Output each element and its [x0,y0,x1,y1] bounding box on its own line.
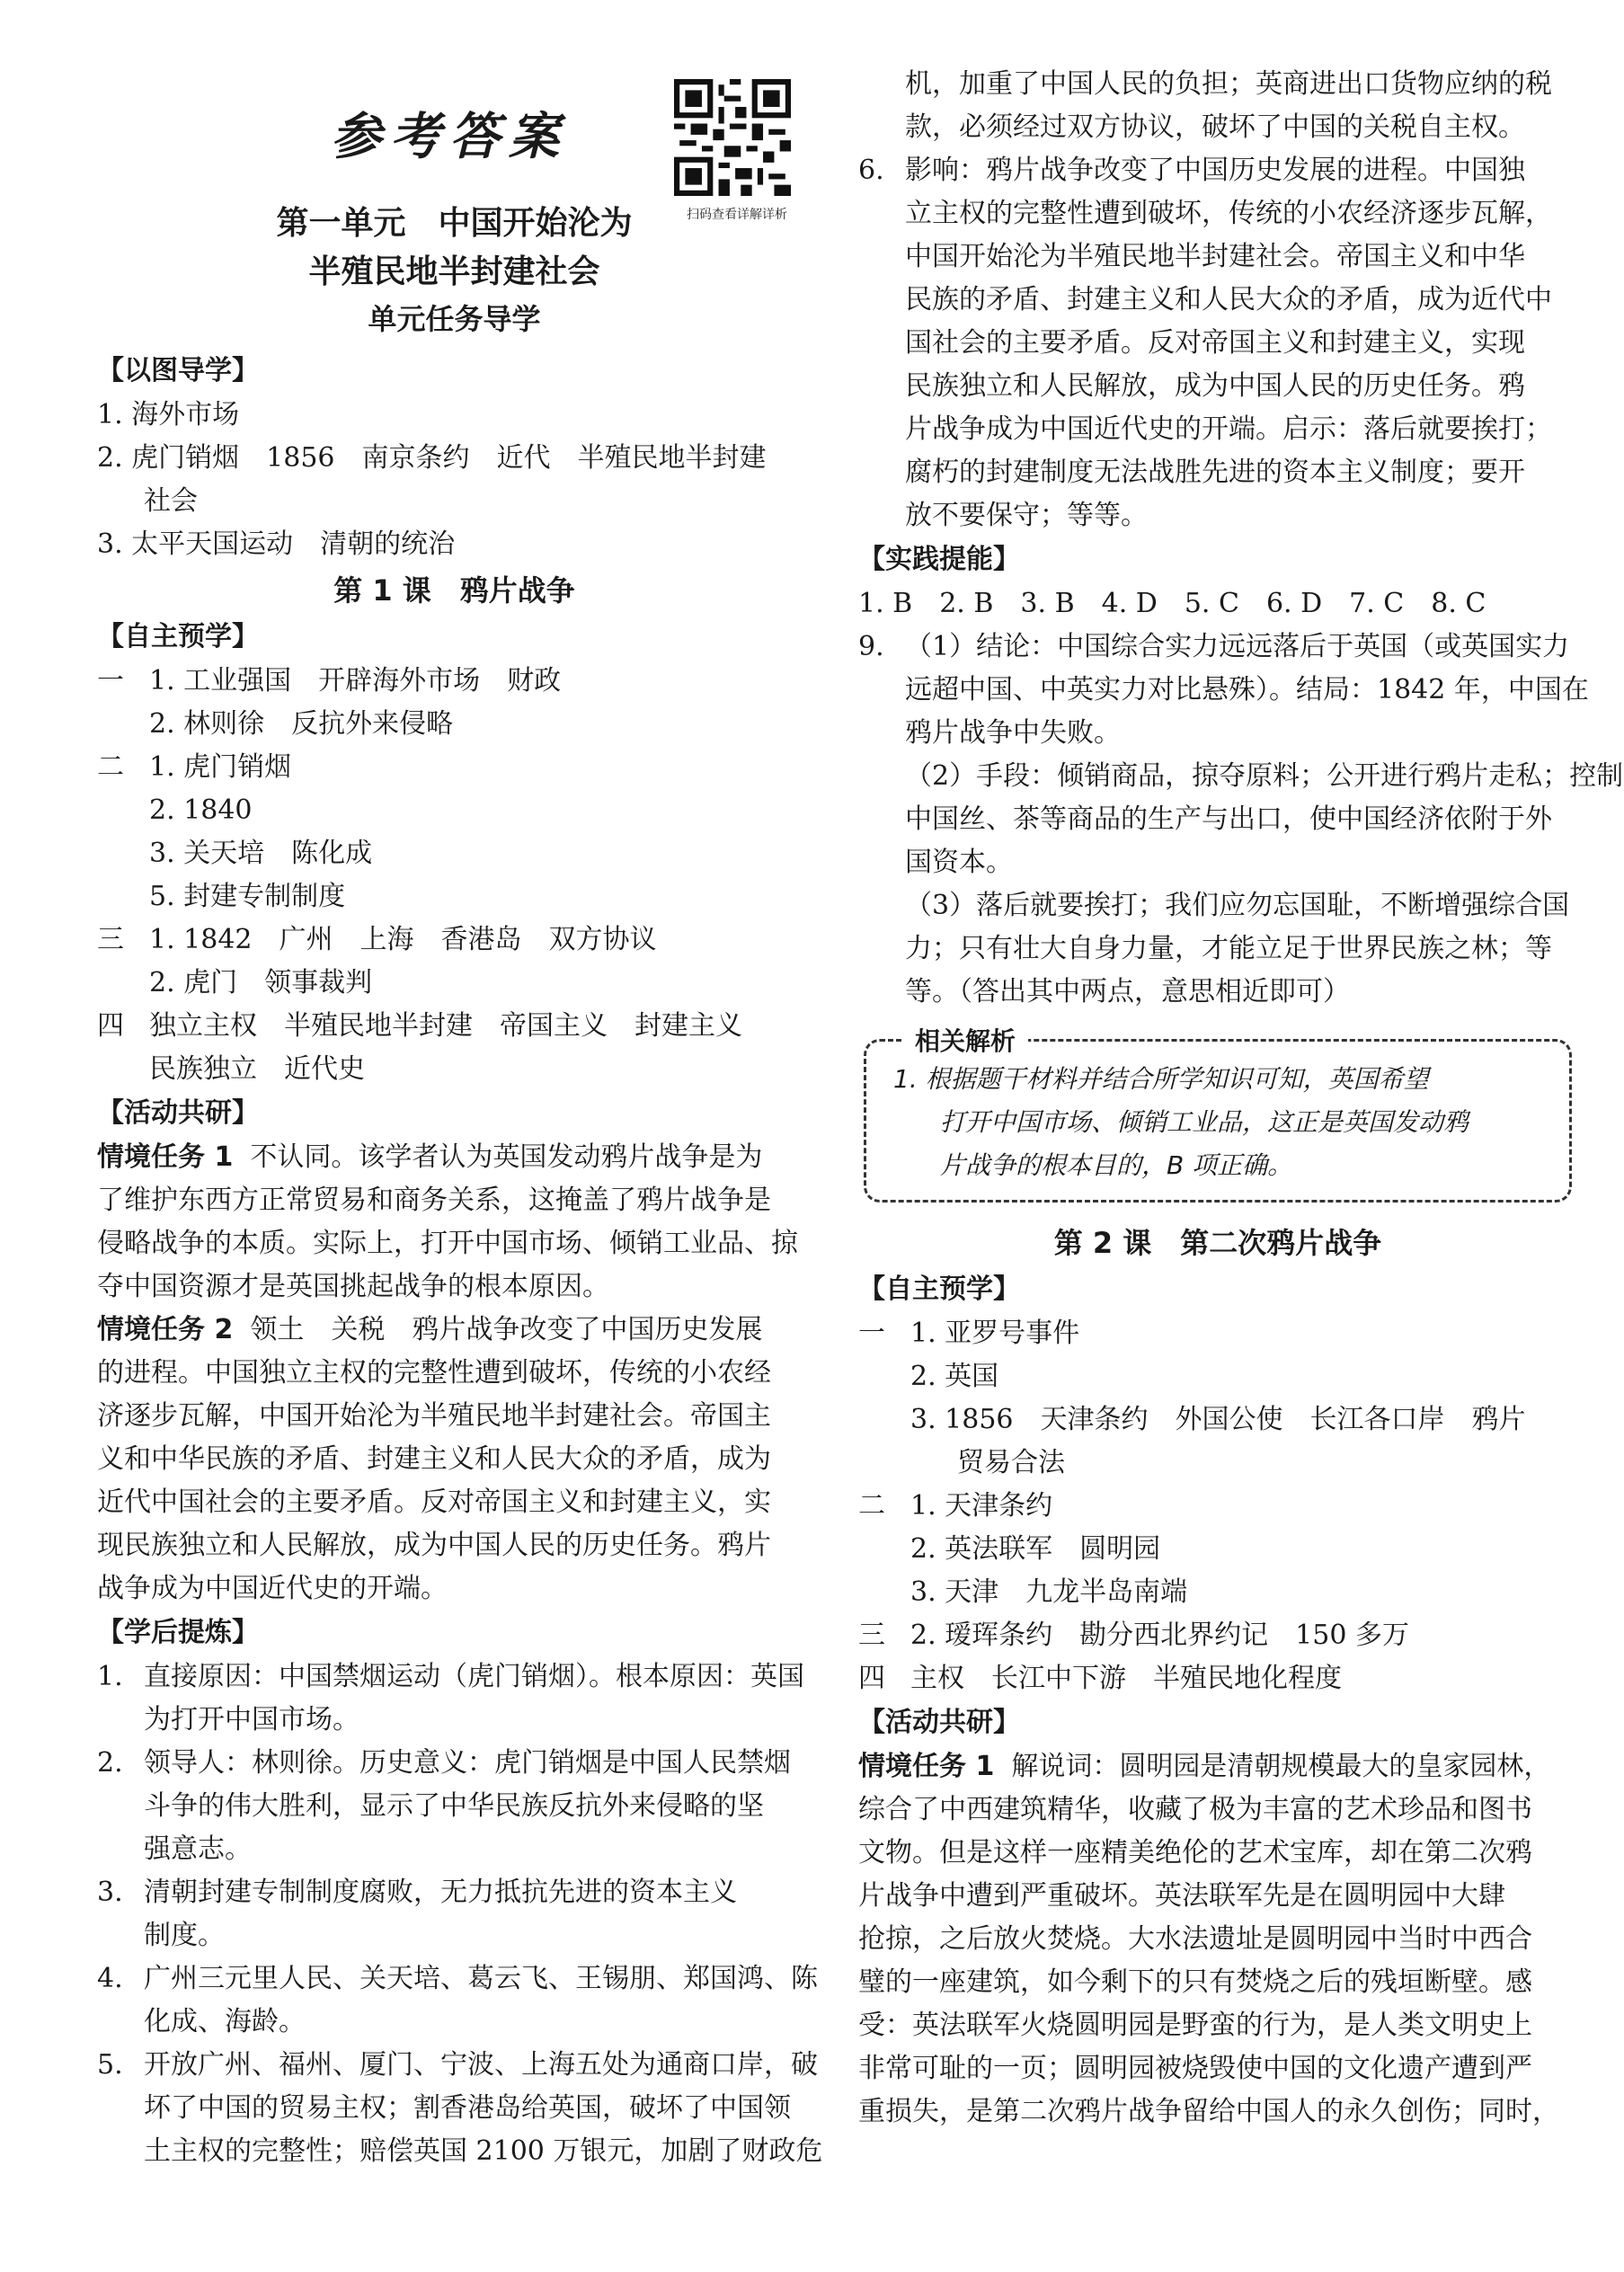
zizhu-text: 2. 虎门 领事裁判 [149,967,373,998]
analysis-line: 打开中国市场、倾销工业品，这正是英国发动鸦 [940,1107,1469,1137]
zizhu-2-text: 3. 1856 天津条约 外国公使 长江各口岸 鸦片 [910,1404,1526,1435]
unit-header [97,200,812,342]
section-header-zizhu-2: 【自主预学】 [858,1274,1020,1305]
xuehou-line [97,1957,818,2001]
xuehou-text: 强意志。 [144,1833,252,1865]
q9-line: （2）手段：倾销商品，掠夺原料；公开进行鸦片走私；控制 [905,760,1624,792]
zizhu-2-text: 贸易合法 [957,1447,1065,1478]
xuehou-text: 土主权的完整性；赔偿英国 2100 万银元，加剧了财政危 [144,2135,823,2167]
zizhu-part-number: 二 [97,751,124,783]
q9-line: 国资本。 [905,847,1013,878]
zizhu-2-part-number: 一 [858,1318,885,1349]
banner-title: 参考答案 [331,108,568,166]
xuehou-line [97,1828,812,1871]
task-1-label: 情境任务 1 [97,1141,234,1173]
zizhu-2-part-number: 二 [858,1490,885,1522]
section-header-huodong: 【活动共研】 [97,1097,259,1129]
xuehou-text: 领导人：林则徐。历史意义：虎门销烟是中国人民禁烟 [144,1747,791,1779]
xuehou-line [97,1655,812,1699]
q9-line: （3）落后就要挨打；我们应勿忘国耻，不断增强综合国 [905,890,1570,921]
xuehou-line [97,1742,812,1785]
zizhu-row [97,875,812,919]
unit-title-line1: 第一单元 中国开始沦为 [276,205,633,242]
item-6-line: 立主权的完整性遭到破坏，传统的小农经济逐步瓦解， [905,198,1552,229]
xuehou-number: 3. [97,1877,123,1908]
zizhu-text: 独立主权 半殖民地半封建 帝国主义 封建主义 [149,1010,742,1042]
zizhu-2-row [858,1528,1577,1571]
xuehou-number: 5. [97,2049,123,2081]
zizhu-row [97,746,812,789]
zizhu-2-row [858,1571,1577,1614]
zizhu-2-text: 1. 亚罗号事件 [910,1318,1080,1349]
zizhu-2-row [858,1614,1577,1657]
item-6-line: 民族独立和人民解放，成为中国人民的历史任务。鸦 [905,370,1525,402]
task-1-line-2: 非常可耻的一页；圆明园被烧毁使中国的文化遗产遭到严 [858,2053,1532,2084]
zizhu-2-row [858,1485,1577,1528]
xuehou-text: 开放广州、福州、厦门、宁波、上海五处为通商口岸，破 [144,2049,818,2081]
item-5-cont: 款，必须经过双方协议，破坏了中国的关税自主权。 [905,111,1525,143]
task-1-line: 夺中国资源才是英国挑起战争的根本原因。 [97,1271,609,1302]
q9-number: 9. [858,631,884,662]
xuehou-list [97,1655,823,2173]
task-1-line-2: 重损失，是第二次鸦片战争留给中国人的永久创伤；同时， [858,2096,1559,2127]
xuehou-item [97,1655,812,1742]
task-1-line: 侵略战争的本质。实际上，打开中国市场、倾销工业品、掠 [97,1228,798,1259]
zizhu-row [97,919,812,962]
xuehou-line [97,1871,812,1914]
xuehou-number: 2. [97,1747,123,1779]
yitu-item-2-cont: 社会 [144,485,198,517]
task-1-line-2: 抢掠，之后放火焚烧。大水法遗址是圆明园中当时中西合 [858,1923,1532,1955]
question-9 [858,626,1624,1014]
zizhu-2-text: 3. 天津 九龙半岛南端 [910,1576,1188,1608]
task-1-line: 了维护东西方正常贸易和商务关系，这掩盖了鸦片战争是 [97,1185,771,1216]
task-1-line-2: 解说词：圆明园是清朝规模最大的皇家园林， [1011,1751,1551,1782]
item-6-line: 腐朽的封建制度无法战胜先进的资本主义制度；要开 [905,457,1525,488]
task-2-line: 战争成为中国近代史的开端。 [97,1573,448,1604]
xuehou-item [97,1871,812,1957]
xuehou-line [97,2130,823,2173]
zizhu-text: 民族独立 近代史 [149,1053,365,1085]
analysis-title: 相关解析 [902,1022,1028,1058]
xuehou-line [97,2087,812,2130]
task-1-line-2: 受：英法联军火烧圆明园是野蛮的行为，是人类文明史上 [858,2010,1532,2041]
xuehou-text: 制度。 [144,1920,225,1951]
section-header-zizhu: 【自主预学】 [97,621,259,652]
xuehou-item [97,1742,812,1871]
zizhu-text: 2. 林则徐 反抗外来侵略 [149,708,454,740]
task-2-line: 济逐步瓦解，中国开始沦为半殖民地半封建社会。帝国主 [97,1400,771,1432]
item-6-number: 6. [858,155,884,186]
zizhu-row [97,660,812,703]
zizhu-2-text: 主权 长江中下游 半殖民地化程度 [910,1663,1342,1694]
q9-line: （1）结论：中国综合实力远远落后于英国（或英国实力 [905,631,1570,662]
zizhu-text: 1. 工业强国 开辟海外市场 财政 [149,665,562,697]
item-5-cont: 机，加重了中国人民的负担；英商进出口货物应纳的税 [905,68,1552,100]
task-1-line-2: 综合了中西建筑精华，收藏了极为丰富的艺术珍品和图书 [858,1794,1532,1825]
unit-subtitle: 单元任务导学 [368,302,541,336]
qr-caption: 扫码查看详解详析 [687,208,787,222]
item-6-line: 放不要保守；等等。 [905,500,1148,531]
item-6-line: 片战争成为中国近代史的开端。启示：落后就要挨打； [905,413,1552,445]
task-1-block-2 [858,1745,1577,2134]
task-2-line: 义和中华民族的矛盾、封建主义和人民大众的矛盾，成为 [97,1443,771,1475]
yitu-item-1: 1. 海外市场 [97,399,240,430]
zizhu-2-part-number: 四 [858,1663,885,1694]
xuehou-text: 清朝封建专制制度腐败，无力抵抗先进的资本主义 [144,1877,737,1908]
zizhu-2-part-number: 三 [858,1620,885,1651]
item-6-line: 中国开始沦为半殖民地半封建社会。帝国主义和中华 [905,241,1525,272]
xuehou-text: 坏了中国的贸易主权；割香港岛给英国，破坏了中国领 [144,2092,791,2124]
xuehou-line [97,1699,812,1742]
zizhu-text: 3. 关天培 陈化成 [149,838,373,869]
xuehou-text: 化成、海龄。 [144,2006,306,2037]
zizhu-2-text: 2. 英国 [910,1361,999,1392]
task-1-line-2: 文物。但是这样一座精美绝伦的艺术宝库，却在第二次鸦 [858,1837,1532,1868]
yitu-item-2: 2. 虎门销烟 1856 南京条约 近代 半殖民地半封建 [97,442,767,474]
zizhu-row [97,832,812,875]
zizhu-row [97,1005,812,1048]
analysis-line: 片战争的根本目的，B 项正确。 [940,1150,1293,1180]
left-column [97,349,823,2173]
zizhu-part-number: 四 [97,1010,124,1042]
xuehou-text: 广州三元里人民、关天培、葛云飞、王锡朋、郑国鸿、陈 [144,1963,818,1994]
zizhu-text: 1. 1842 广州 上海 香港岛 双方协议 [149,924,657,955]
unit-title-line2: 半殖民地半封建社会 [308,253,600,290]
task-2-line: 的进程。中国独立主权的完整性遭到破坏，传统的小农经 [97,1357,771,1389]
task-2-line: 现民族独立和人民解放，成为中国人民的历史任务。鸦片 [97,1530,771,1561]
zizhu-list-2 [858,1312,1577,1700]
zizhu-row [97,703,812,746]
zizhu-2-text: 2. 瑷珲条约 勘分西北界约记 150 多万 [910,1620,1409,1651]
section-header-yitu: 【以图导学】 [97,355,259,386]
xuehou-line [97,2001,812,2044]
zizhu-2-row [858,1312,1577,1355]
zizhu-row [97,962,812,1005]
task-1-line-2: 璧的一座建筑，如今剩下的只有焚烧之后的残垣断壁。感 [858,1966,1532,1998]
q9-line: 远超中国、中英实力对比悬殊）。结局：1842 年，中国在 [905,674,1589,706]
zizhu-2-row [858,1398,1577,1442]
right-column [858,63,1624,2134]
xuehou-text: 斗争的伟大胜利，显示了中华民族反抗外来侵略的坚 [144,1790,764,1822]
q9-line: 中国丝、茶等商品的生产与出口，使中国经济依附于外 [905,803,1552,835]
task-2-block [97,1309,812,1611]
zizhu-2-text: 2. 英法联军 圆明园 [910,1533,1161,1565]
xuehou-number: 4. [97,1963,123,1994]
xuehou-item [97,1957,818,2044]
zizhu-text: 2. 1840 [149,794,253,826]
section-header-xuehou: 【学后提炼】 [97,1617,259,1648]
zizhu-2-text: 1. 天津条约 [910,1490,1053,1522]
item-6-line: 民族的矛盾、封建主义和人民大众的矛盾，成为近代中 [905,284,1552,315]
xuehou-line [97,1914,812,1957]
qr-code-icon[interactable] [674,79,791,196]
lesson-2-title: 第 2 课 第二次鸦片战争 [1053,1226,1382,1260]
xuehou-text: 为打开中国市场。 [144,1704,359,1735]
xuehou-text: 直接原因：中国禁烟运动（虎门销烟）。根本原因：英国 [144,1661,804,1692]
analysis-box [864,1026,1572,1203]
xuehou-item [97,2044,823,2173]
zizhu-part-number: 三 [97,924,124,955]
zizhu-2-row [858,1355,1577,1398]
analysis-line: 1. 根据题干材料并结合所学知识可知，英国希望 [893,1064,1429,1094]
item-6-line: 国社会的主要矛盾。反对帝国主义和封建主义，实现 [905,327,1525,359]
xuehou-line [97,2044,818,2087]
zizhu-row [97,789,812,832]
q9-line: 鸦片战争中失败。 [905,717,1121,749]
zizhu-2-row [858,1657,1577,1700]
zizhu-2-row [858,1442,1577,1485]
zizhu-row [97,1048,812,1091]
task-2-line: 近代中国社会的主要矛盾。反对帝国主义和封建主义，实 [97,1487,771,1518]
section-header-shijian: 【实践提能】 [858,544,1020,575]
xuehou-number: 1. [97,1661,123,1692]
zizhu-list [97,660,812,1091]
task-2-line: 领土 关税 鸦片战争改变了中国历史发展 [250,1314,763,1345]
yitu-item-3: 3. 太平天国运动 清朝的统治 [97,528,456,560]
answer-banner [270,106,629,169]
task-1-line-2: 片战争中遭到严重破坏。英法联军先是在圆明园中大肆 [858,1880,1505,1912]
zizhu-part-number: 一 [97,665,124,697]
task-1-label-2: 情境任务 1 [858,1751,995,1782]
xuehou-line [97,1785,812,1828]
lesson-1-title: 第 1 课 鸦片战争 [333,573,575,608]
task-1-block [97,1136,812,1309]
item-6-line: 影响：鸦片战争改变了中国历史发展的进程。中国独 [905,155,1525,186]
task-2-label: 情境任务 2 [97,1314,234,1345]
choice-answers: 1. B 2. B 3. B 4. D 5. C 6. D 7. C 8. C [858,588,1486,619]
q9-line: 力；只有壮大自身力量，才能立足于世界民族之林；等 [905,933,1552,964]
section-header-huodong-2: 【活动共研】 [858,1707,1020,1738]
q9-line: 等。（答出其中两点，意思相近即可） [905,976,1350,1007]
zizhu-text: 5. 封建专制制度 [149,881,346,912]
zizhu-text: 1. 虎门销烟 [149,751,292,783]
item-6 [858,149,1577,537]
task-1-line: 不认同。该学者认为英国发动鸦片战争是为 [250,1141,763,1173]
